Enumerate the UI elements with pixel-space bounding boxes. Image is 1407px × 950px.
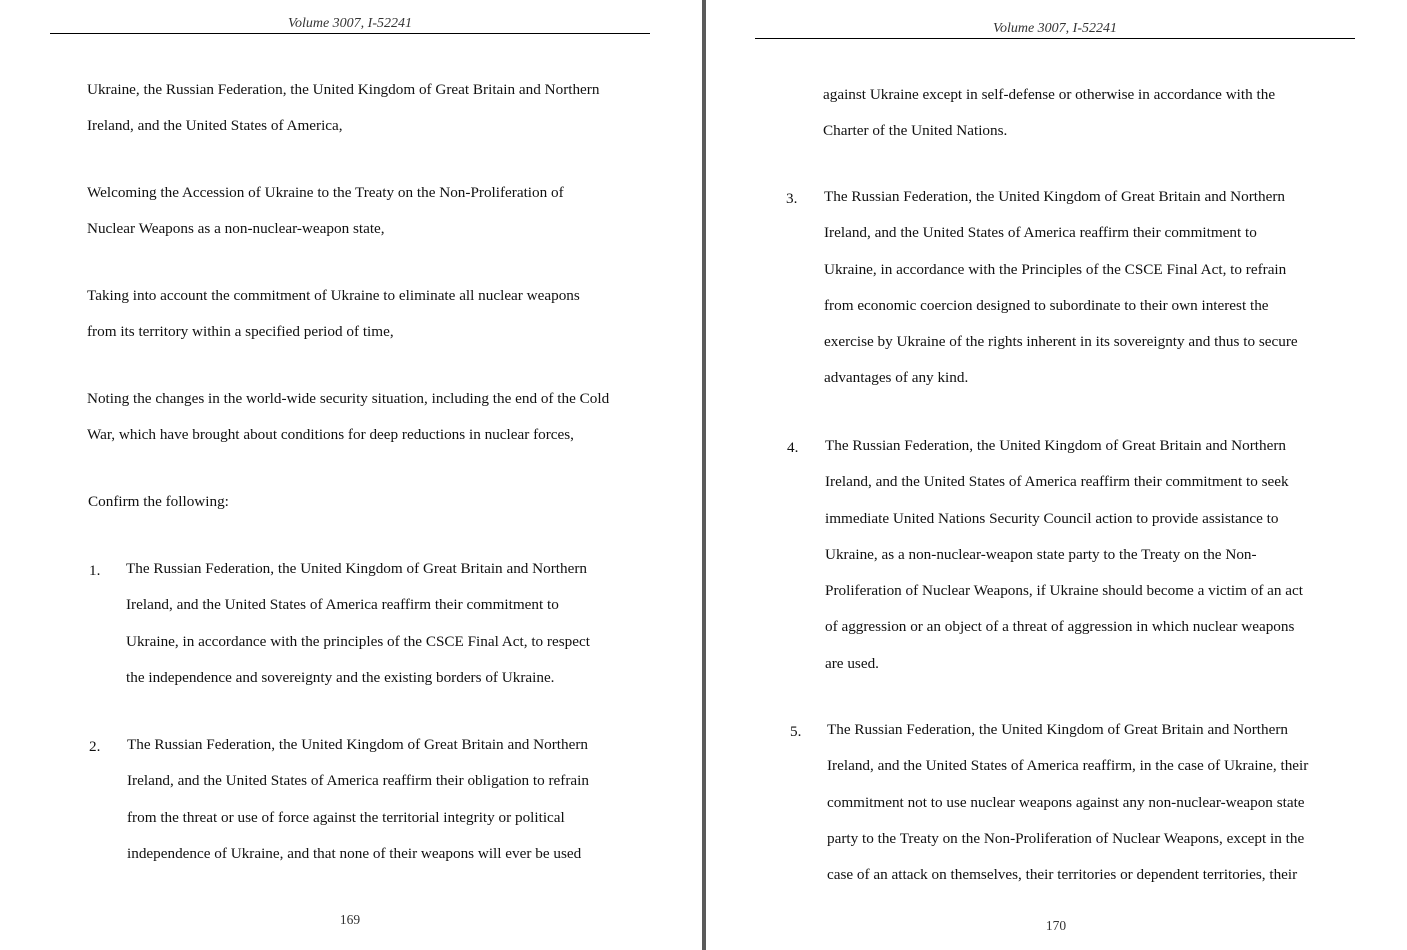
text-line: The Russian Federation, the United Kingdom of Great Britain and Northern — [127, 736, 589, 753]
text-line: from economic coercion designed to subordinate to their own interest the — [824, 296, 1269, 314]
text-line: Ukraine, the Russian Federation, the United Kingdom of Great Britain and Northern — [87, 81, 600, 98]
preamble-noting — [87, 381, 609, 454]
item-number: 1. — [89, 562, 101, 579]
preamble-confirm — [88, 484, 229, 520]
item-1-text — [126, 551, 590, 696]
text-line: Taking into account the commitment of Ukraine to eliminate all nuclear weapons — [87, 287, 580, 304]
running-header: Volume 3007, I-52241 — [287, 16, 413, 31]
item-4-text — [825, 428, 1303, 682]
text-line: Nuclear Weapons as a non-nuclear-weapon state, — [87, 220, 385, 238]
text-line: The Russian Federation, the United Kingdom of Great Britain and Northern — [126, 560, 588, 577]
running-header: Volume 3007, I-52241 — [992, 21, 1118, 36]
text-line: Confirm the following: — [88, 493, 229, 510]
preamble-welcoming — [87, 175, 564, 248]
text-line: case of an attack on themselves, their territories or dependent territories, their — [827, 866, 1298, 884]
item-number: 2. — [89, 738, 101, 755]
text-line: Ukraine, in accordance with the Principles of the CSCE Final Act, to refrain — [824, 260, 1287, 278]
text-line: Noting the changes in the world-wide security situation, including the end of the Cold — [87, 390, 610, 407]
text-line: War, which have brought about conditions for deep reductions in nuclear forces, — [87, 426, 574, 444]
text-line: The Russian Federation, the United Kingdom of Great Britain and Northern — [824, 188, 1286, 205]
text-line: are used. — [825, 654, 879, 672]
preamble-taking-into-account — [87, 278, 580, 351]
text-line: advantages of any kind. — [824, 369, 969, 387]
header-rule — [755, 38, 1355, 39]
document-page-right — [706, 0, 1407, 950]
text-line: Ireland, and the United States of America reaffirm their obligation to refrain — [127, 772, 589, 790]
item-3-text — [824, 179, 1298, 397]
text-line: of aggression or an object of a threat of aggression in which nuclear weapons — [825, 618, 1295, 636]
text-line: the independence and sovereignty and the existing borders of Ukraine. — [126, 668, 555, 686]
text-line: against Ukraine except in self-defense or otherwise in accordance with the — [823, 86, 1276, 103]
item-number: 5. — [790, 723, 802, 740]
text-line: from its territory within a specified period of time, — [87, 323, 394, 341]
item-5-text — [827, 712, 1308, 893]
text-line: Ireland, and the United States of America reaffirm, in the case of Ukraine, their — [827, 757, 1309, 775]
text-line: Ireland, and the United States of America reaffirm their commitment to — [126, 596, 559, 614]
item-number: 3. — [786, 190, 798, 207]
item-2-continuation — [823, 77, 1275, 150]
text-line: The Russian Federation, the United Kingdom of Great Britain and Northern — [825, 437, 1287, 454]
text-line: Welcoming the Accession of Ukraine to the Treaty on the Non-Proliferation of — [87, 184, 564, 201]
item-number: 4. — [787, 439, 799, 456]
text-line: Ukraine, in accordance with the principles of the CSCE Final Act, to respect — [126, 632, 590, 650]
text-line: immediate United Nations Security Council action to provide assistance to — [825, 509, 1279, 527]
preamble-parties — [87, 72, 599, 145]
text-line: Charter of the United Nations. — [823, 122, 1008, 140]
text-line: Ukraine, as a non-nuclear-weapon state party to the Treaty on the Non- — [825, 545, 1257, 563]
text-line: from the threat or use of force against the territorial integrity or political — [127, 808, 565, 826]
page-number: 170 — [1045, 918, 1067, 933]
text-line: independence of Ukraine, and that none of their weapons will ever be used — [127, 844, 582, 862]
page-number: 169 — [339, 912, 361, 927]
header-rule — [50, 33, 650, 34]
text-line: Ireland, and the United States of America reaffirm their commitment to seek — [825, 473, 1289, 491]
text-line: Proliferation of Nuclear Weapons, if Ukraine should become a victim of an act — [825, 582, 1304, 600]
text-line: commitment not to use nuclear weapons against any non-nuclear-weapon state — [827, 793, 1305, 811]
text-line: party to the Treaty on the Non-Proliferation of Nuclear Weapons, except in the — [827, 829, 1305, 847]
text-line: Ireland, and the United States of America, — [87, 117, 343, 135]
document-page-left — [0, 0, 702, 950]
item-2-text — [127, 727, 589, 872]
text-line: exercise by Ukraine of the rights inherent in its sovereignty and thus to secure — [824, 333, 1298, 351]
text-line: The Russian Federation, the United Kingdom of Great Britain and Northern — [827, 721, 1289, 738]
text-line: Ireland, and the United States of America reaffirm their commitment to — [824, 224, 1257, 242]
